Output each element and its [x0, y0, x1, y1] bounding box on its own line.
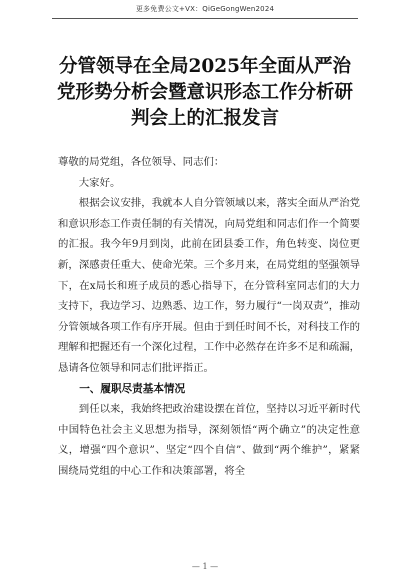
- section-paragraph: 到任以来，我始终把政治建设摆在首位，坚持以习近平新时代中国特色社会主义思想为指导，深刻领悟“两个确立”的决定性意义，增强“四个意识”、坚定“四个自信”、做到“两个维护”，紧紧围绕局党组的中心工作和决策部署，将全: [58, 403, 360, 477]
- page-number: — 1 —: [191, 562, 219, 571]
- intro-paragraph: 根据会议安排，我就本人自分管领域以来，落实全面从严治党和意识形态工作责任制的有关情况，向局党组和同志们作一个简要的汇报。我今年9月到岗，此前在团县委工作，角色转变、岗位更新，深感责任重大、使命光荣。三个多月来，在局党组的坚强领导下，在x局长和班子成员的悉心指导下，在分管科室同志们的大力支持下，我边学习、边熟悉、边工作，努力履行“一岗双责”，推动分管领域各项工作有序开展。但由于到任时间不长，对科技工作的理解和把握还有一个深化过程，工作中必然存在许多不足和疏漏，恳请各位领导和同志们批评指正。: [58, 197, 360, 374]
- salutation: 尊敬的局党组，各位领导、同志们：: [58, 156, 225, 168]
- greeting: 大家好。: [78, 176, 121, 189]
- header-divider: [52, 18, 358, 19]
- header-note: 更多免费公文+VX：QiGeGongWen2024: [135, 5, 275, 13]
- document-body: [58, 152, 360, 482]
- section-heading: 一、履职尽责基本情况: [79, 382, 186, 395]
- document-title: 分管领导在全局2025年全面从严治党形势分析会暨意识形态工作分析研判会上的汇报发言: [56, 56, 353, 129]
